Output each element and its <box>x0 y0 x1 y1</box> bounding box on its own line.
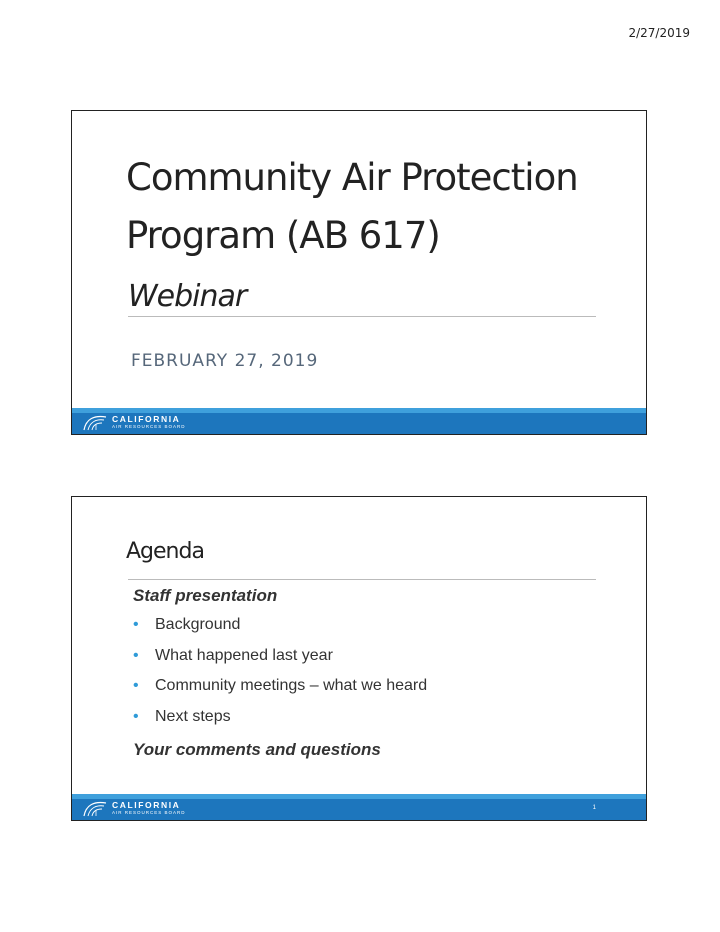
list-item-text: Next steps <box>155 707 231 725</box>
agenda-section-staff: Staff presentation <box>133 586 278 605</box>
list-item-text: What happened last year <box>155 646 333 664</box>
bullet-icon: • <box>133 646 139 664</box>
slide-title <box>126 149 578 265</box>
title-divider <box>128 316 596 317</box>
page-date: 2/27/2019 <box>628 26 690 40</box>
list-item <box>133 616 427 647</box>
list-item <box>133 677 427 708</box>
bullet-icon: • <box>133 616 139 633</box>
agenda-title: Agenda <box>126 539 204 564</box>
logo-name: CALIFORNIA <box>112 414 181 424</box>
slide-footer <box>72 794 646 820</box>
list-item <box>133 647 427 678</box>
logo-subtitle: AIR RESOURCES BOARD <box>112 423 186 429</box>
list-item-text: Community meetings – what we heard <box>155 677 428 694</box>
slide-number: 1 <box>592 805 596 811</box>
logo-subtitle: AIR RESOURCES BOARD <box>112 809 186 815</box>
bullet-icon: • <box>133 677 139 694</box>
bullet-icon: • <box>133 707 139 725</box>
logo-name: CALIFORNIA <box>112 800 181 810</box>
agenda-list <box>133 616 427 738</box>
arb-logo <box>82 412 186 432</box>
presentation-date: FEBRUARY 27, 2019 <box>131 351 319 371</box>
agenda-divider <box>128 579 596 580</box>
agenda-slide <box>71 496 647 821</box>
arb-arc-logo-icon <box>82 413 108 431</box>
arb-arc-logo-icon <box>82 799 108 817</box>
agenda-section-comments: Your comments and questions <box>133 740 381 759</box>
list-item-text: Background <box>155 616 241 633</box>
title-slide <box>71 110 647 435</box>
slide-title-line-1: Community Air Protection <box>126 156 578 199</box>
list-item <box>133 708 427 739</box>
slide-footer <box>72 408 646 434</box>
slide-title-line-2: Program (AB 617) <box>126 214 440 257</box>
arb-logo <box>82 798 186 818</box>
slide-subtitle: Webinar <box>128 279 247 314</box>
